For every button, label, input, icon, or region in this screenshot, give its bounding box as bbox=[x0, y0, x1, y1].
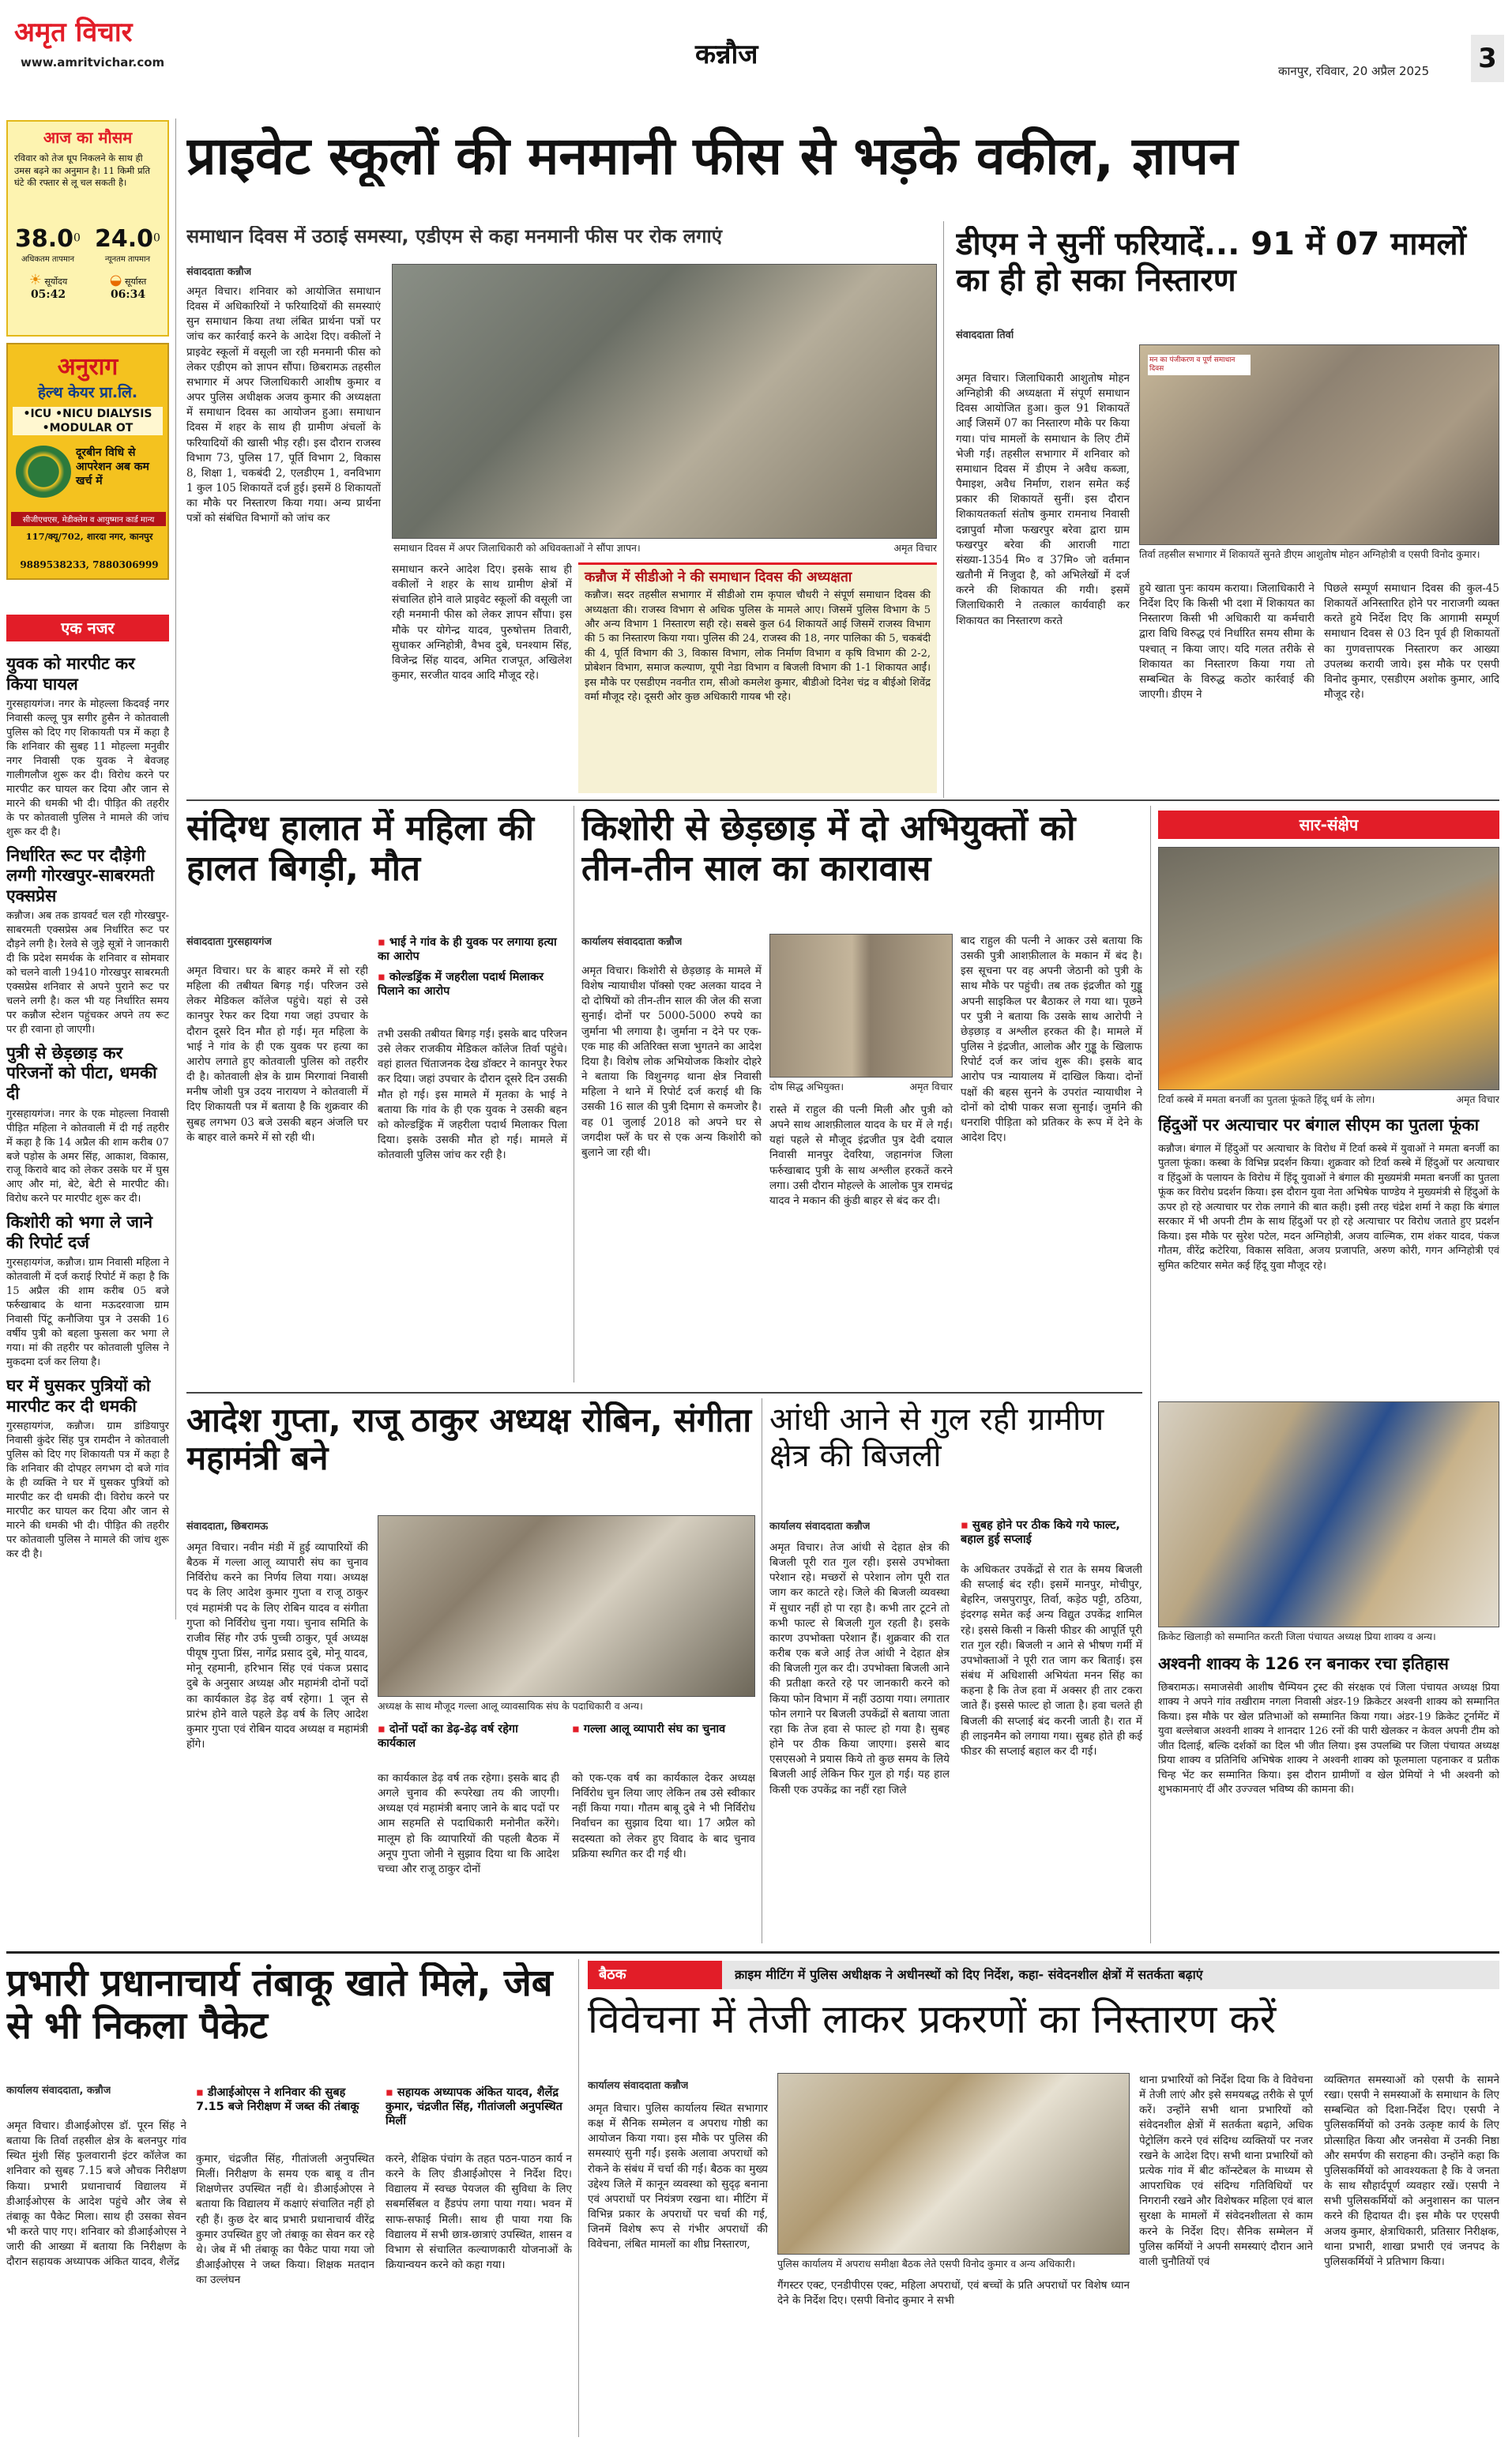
row-rule-3 bbox=[6, 1951, 1499, 1954]
tambaku-col-3: करने, शैक्षिक पंचांग के तहत पठन-पाठन कार्य न करने के लिए डीआईओएस ने निर्देश दिए। विद्यालय में स्वच्छ पेयजल की सुविधा के लिए सबमर्सिबल व हैंडपंप लगा पाया गया। भवन में साफ-सफाई मिली। साथ ही पाया गया कि विद्यालय में सभी छात्र-छात्राएं उपस्थित, शासन व विभाग से संचालित कल्याणकारी योजनाओं के क्रियान्वयन करने को कहा गया। bbox=[386, 2153, 572, 2272]
aandhi-col-1: अमृत विचार। तेज आंधी से देहात क्षेत्र की बिजली पूरी रात गुल रही। इससे उपभोक्ता परेशान रहे। मच्छरों से परेशान लोग पूरी रात जाग कर काटते रहे। जिले की बिजली व्यवस्था में सुधार नहीं हो पा रहा है। कभी तार टूटने तो कभी फाल्ट से बिजली गुल रहती है। इसके कारण उपभोक्ता परेशान हैं। शुक्रवार की रात करीब एक बजे आई तेज आंधी ने देहात क्षेत्र की बिजली गुल कर दी। उपभोक्ता बिजली आने की प्रतीक्षा करते रहे पर जानकारी करने को किया फोन विभाग में नहीं उठाया गया। लगातार फोन लगाने पर बिजली उपकेंद्रों से बताया जाता रहा कि तेज हवा से फाल्ट हो गया है। सुबह होने पर ठीक किया जाएगा। इससे बाद एसएसओ ने प्रयास किये तो कुछ समय के लिये बिजली आई लेकिन फिर गुल हो गई। यह हाल किसी एक उपकेंद्र का नहीं रहा जिले bbox=[769, 1541, 950, 1796]
dm-col-2: हुये खाता पुनः कायम कराया। जिलाधिकारी ने निर्देश दिए कि किसी भी दशा में शिकायत का निस्तारण किसी भी अधिकारी या कर्मचारी द्वारा विधि विरुद्ध एवं निर्धारित समय सीमा के पश्चात् न किया जाए। यदि गलत तरीके से शिकायत का निस्तारण किया गया तो सम्बन्धित के विरुद्ध कठोर कार्रवाई की जाएगी। डीएम ने bbox=[1139, 582, 1315, 702]
sunset: ◒ सूर्यास्त 06:34 bbox=[109, 272, 147, 301]
cdo-box-title: कन्नौज में सीडीओ ने की समाधान दिवस की अध्यक्षता bbox=[585, 570, 852, 585]
aadesh-bullet-1: ▪ दोनों पदों का डेढ़-डेढ़ वर्ष रहेगा कार्यकाल bbox=[378, 1722, 559, 1751]
mahila-headline: संदिग्ध हालात में महिला की हालत बिगड़ी, मौत bbox=[186, 809, 535, 889]
ad-sub: हेल्थ केयर प्रा.लि. bbox=[37, 384, 138, 401]
tambaku-divider bbox=[578, 1959, 579, 2437]
vivechana-col-1: अमृत विचार। पुलिस कार्यालय स्थित सभागार कक्ष में सैनिक सम्मेलन व अपराध गोष्ठी का आयोजन किया गया। इस मौके पर पुलिस की समस्याएं सुनी गईं। इसके अलावा अपराधों को रोकने के संबंध में चर्चा की गई। बैठक का मुख्य उद्देश्य जिले में कानून व्यवस्था को सुदृढ़ बनाना एवं अपराधों पर नियंत्रण रखना था। मीटिंग में विभिन्न प्रकार के अपराधों पर चर्चा की गई, जिनमें विशेष रूप से गंभीर अपराधों की विवेचना, लंबित मामलों का शीघ्र निस्तारण, bbox=[588, 2102, 768, 2251]
saar-photo-1-credit: अमृत विचार bbox=[1456, 1093, 1499, 1105]
sunset-icon: ◒ bbox=[109, 272, 122, 288]
saar-label: सार-संक्षेप bbox=[1158, 811, 1499, 839]
ad-address: 117/क्यू/702, शारदा नगर, कानपुर bbox=[25, 531, 153, 542]
tambaku-bullet-2: ▪ सहायक अध्यापक अंकित यादव, शैलेंद्र कुमार, चंद्रजीत सिंह, गीतांजली अनुपस्थित मिलीं bbox=[386, 2086, 572, 2128]
dm-photo-caption: तिर्वा तहसील सभागार में शिकायतें सुनते डीएम आशुतोष मोहन अग्निहोत्री व एसपी विनोद कुमार। bbox=[1139, 548, 1480, 560]
ad-cards: सीजीएचएस, मेडीक्लेम व आयुष्मान कार्ड मान्य bbox=[11, 512, 166, 526]
lead-byline: संवाददाता कन्नौज bbox=[186, 266, 252, 278]
dm-col-1: अमृत विचार। जिलाधिकारी आशुतोष मोहन अग्निहोत्री की अध्यक्षता में संपूर्ण समाधान दिवस आयोजित हुआ। कुल 91 शिकायतें आईं जिसमें 07 का निस्तारण मौके पर किया गया। पांच मामलों के समाधान के लिए टीमें भेजी गईं। तहसील सभागार में शनिवार को समाधान दिवस में डीएम ने अवैध कब्जा, पैमाइश, अवैध निर्माण, राशन समेत कई प्रकार की शिकायतें सुनीं। इस दौरान शिकायतकर्ता संतोष कुमार रामनाथ निवासी दन्नापुर्वा मौजा फखरपुर बरेवा द्वारा ग्राम फखरपुर बरेवा की आराजी गाटा संख्या-1354 मि० व 37मि० जो वर्तमान खतौनी में निजुदा है, को अभिलेखों में दर्ज करने की शिकायत की गयी। इसमें जिलाधिकारी ने तत्काल कार्यवाही कर शिकायत का निस्तारण करते bbox=[956, 372, 1130, 627]
temp-row bbox=[8, 225, 167, 264]
kishori-col-1: अमृत विचार। किशोरी से छेड़छाड़ के मामले में विशेष न्यायाधीश पॉक्सो एक्ट अलका यादव ने दो दोषियों को तीन-तीन साल की जेल की सजा सुनाई। दोनों पर 5000-5000 रुपये का जुर्माना भी लगाया है। जुर्माना न देने पर एक-एक माह की अतिरिक्त सजा भुगतने का आदेश दिया है। विशेष लोक अभियोजक किशोर दोहरे ने बताया कि विशुनगढ़ थाना क्षेत्र निवासी महिला ने थाने में रिपोर्ट दर्ज कराई थी कि उसकी 16 साल की पुत्री दिमाग से कमजोर है। वह 01 जुलाई 2018 को अपने घर से जगदीश फ्लॅ के घर से एक अन्य किशोरी को बुलाने जा रही थी। bbox=[581, 965, 762, 1159]
lead-photo-caption: समाधान दिवस में अपर जिलाधिकारी को अधिवक्ताओं ने सौंपा ज्ञापन। bbox=[393, 542, 641, 554]
tambaku-bullet-1: ▪ डीआईओएस ने शनिवार की सुबह 7.15 बजे निरीक्षण में जब्त की तंबाकू bbox=[196, 2086, 374, 2114]
dateline: कानपुर, रविवार, 20 अप्रैल 2025 bbox=[1278, 64, 1430, 78]
aadesh-col-3: को एक-एक वर्ष का कार्यकाल देकर अध्यक्ष निर्विरोध चुन लिया जाए लेकिन तब उसे स्वीकार नहीं किया गया। गौतम बाबू दुबे ने भी निर्विरोध निर्वाचन का सुझाव दिया था। 17 अप्रैल को सदस्यता को लेकर हुए विवाद के बाद चुनाव प्रक्रिया स्थगित कर दी गई थी। bbox=[572, 1772, 755, 1860]
cdo-box bbox=[578, 562, 937, 793]
sunrise: ☀ सूर्योदय 05:42 bbox=[28, 272, 68, 301]
saar-photo-2 bbox=[1158, 1401, 1499, 1627]
saar-text-2: छिबरामऊ। समाजसेवी आशीष चैम्पियन ट्रस्ट की संरक्षक एवं जिला पंचायत अध्यक्ष प्रिया शाक्य ने अपने गांव तखीराम नगला निवासी अंडर-19 क्रिकेटर अश्वनी शाक्य को सम्मानित किया। इस मौके पर खेल प्रतिभाओं को सम्मानित किया गया। अंडर-19 क्रिकेट टूर्नामेंट में युवा बल्लेबाज अश्वनी शाक्य ने शानदार 126 रनों की पारी खेलकर न केवल अपनी टीम को जीत दिलाई, बल्कि दर्शकों का दिल भी जीत लिया। इस उपलब्धि पर जिला पंचायत अध्यक्ष प्रिया शाक्य व प्रतिनिधि अभिषेक शाक्य ने अश्वनी शाक्य को फूलमाला पहनाकर व प्रतीक चिन्ह भेंट कर सम्मानित किया। इस दौरान ग्रामीणों व खेल प्रेमियों ने भी अश्वनी को शुभकामनाएं दीं और उज्ज्वल भविष्य की कामना की। bbox=[1158, 1682, 1499, 1796]
vivechana-photo bbox=[777, 2073, 1130, 2255]
kishori-byline: कार्यालय संवाददाता कन्नौज bbox=[581, 936, 683, 948]
aadesh-photo-caption: अध्यक्ष के साथ मौजूद गल्ला आलू व्यावसायिक संघ के पदाधिकारी व अन्य। bbox=[378, 1700, 643, 1712]
page-number: 3 bbox=[1471, 35, 1504, 82]
kishori-photo-caption: दोष सिद्ध अभियुक्त। bbox=[769, 1081, 844, 1093]
aandhi-bullet: ▪ सुबह होने पर ठीक किये गये फाल्ट, बहाल हुई सप्लाई bbox=[961, 1518, 1142, 1547]
min-temp: 24.0$^0$ न्यूनतम तापमान bbox=[95, 225, 160, 264]
kishori-headline: किशोरी से छेड़छाड़ में दो अभियुक्तों को तीन-तीन साल का कारावास bbox=[581, 809, 1076, 889]
ad-phone: 9889538233, 7880306999 bbox=[20, 559, 159, 570]
vivechana-tag: बैठक bbox=[588, 1961, 722, 1989]
aadesh-bullet-2: ▪ गल्ला आलू व्यापारी संघ का चुनाव bbox=[572, 1722, 754, 1736]
hospital-ad[interactable] bbox=[6, 343, 169, 580]
cdo-box-text: कन्नौज। सदर तहसील सभागार में सीडीओ राम कृपाल चौधरी ने संपूर्ण समाधान दिवस की अध्यक्षता की। राजस्व विभाग से अधिक पुलिस के मामले आए। जिसमें पुलिस विभाग के 5 और अन्य विभाग 1 निस्तारण सही रहे। सबसे कुल 64 शिकायतें आई जिसमें राजस्व विभाग की 5 का निस्तारण किया गया। पुलिस की 24, राजस्व की 18, नगर पालिका की 5, चकबंदी की 4, पूर्ति विभाग की 3, विकास विभाग, लोक निर्माण विभाग व कृषि विभाग की 2-2, प्रोबेशन विभाग, समाज कल्याण, यूपी नेडा विभाग व बिजली विभाग की 1-1 शिकायत आईं। इस मौके पर एसडीएम नवनीत राम, सीओ कमलेश कुमार, बीडीओ दिनेश चंद्र व बीईओ शिवेंद्र वर्मा मौजूद रहे। दूसरी ओर कुछ अधिकारी गायब भी रहे। bbox=[585, 589, 931, 704]
weather-text: रविवार को तेज धूप निकलने के साथ ही उमस बढ़ने का अनुमान है। 11 किमी प्रति घंटे की रफ्तार से लू चल सकती है। bbox=[14, 152, 151, 189]
lead-col-2: समाधान करने आदेश दिए। इसके साथ ही वकीलों ने शहर के साथ ग्रामीण क्षेत्रों में संचालित होने वाले प्राइवेट स्कूलों की वसूली जा रही मनमानी फीस को लेकर ज्ञापन सौंपा। इस मौके पर योगेन्द्र यादव, पुरुषोत्तम तिवारी, सुधाकर अग्निहोत्री, वैभव दुबे, घनश्याम सिंह, विजेन्द्र सिंह यादव, अमित राजपूत, अखिलेश कुमार, सरजीत यादव आदि मौजूद रहे। bbox=[392, 563, 572, 683]
masthead bbox=[0, 0, 1512, 87]
lead-photo-credit: अमृत विचार bbox=[893, 542, 937, 554]
mahila-byline: संवाददाता गुरसहायगंज bbox=[186, 936, 273, 948]
aadesh-col-1: अमृत विचार। नवीन मंडी में हुई व्यापारियों की बैठक में गल्ला आलू व्यापारी संघ का चुनाव निर्विरोध करने का निर्णय लिया गया। अध्यक्ष पद के लिए आदेश कुमार गुप्ता व राजू ठाकुर एवं महामंत्री पद के लिए रोबिन यादव व संगीता गुप्ता को निर्विरोध चुना गया। चुनाव समिति के राजीव सिंह गौर उर्फ पुच्ची ठाकुर, पूर्व अध्यक्ष पीयूष गुप्ता प्रिंस, नागेंद्र प्रसाद दुबे, मोनू यादव, मोनू रहमानी, हरिभान सिंह एवं पंकज प्रसाद दुबे के अनुसार अध्यक्ष और महामंत्री दोनों पदों का कार्यकाल डेढ़ डेढ़ वर्ष रहेगा। 1 जून से प्रारंभ होने वाले पहले डेढ़ वर्ष के लिए आदेश कुमार गुप्ता एवं रोबिन यादव अध्यक्ष व महामंत्री होंगे। bbox=[186, 1541, 368, 1751]
kishori-photo bbox=[769, 934, 953, 1078]
mahila-bullets bbox=[378, 935, 567, 1022]
aadesh-byline: संवाददाता, छिबरामऊ bbox=[186, 1521, 269, 1533]
saar-photo-1-caption: टिर्वा कस्बे में ममता बनर्जी का पुतला फूंकते हिंदू धर्म के लोग। bbox=[1158, 1093, 1375, 1105]
saar-headline-1: हिंदुओं पर अत्याचार पर बंगाल सीएम का पुतला फूंका bbox=[1158, 1115, 1480, 1134]
brief-item: पुत्री से छेड़छाड़ कर परिजनों को पीटा, धमकी दी गुरसहायगंज। नगर के एक मोहल्ला निवासी पीड़ित महिला ने कोतवाली में दी गई तहरीर में कहा है कि 14 अप्रैल की शाम करीब 07 बजे पड़ोस के अमर सिंह, आकाश, विकास, राजू किरावे बाद को लेकर उसके घर में घुस आए और मां, बेटे, बेटी से मारपीट की। विरोध करने पर मारपीट शुरू कर दी। bbox=[6, 1043, 169, 1206]
vivechana-headline: विवेचना में तेजी लाकर प्रकरणों का निस्तारण करें bbox=[588, 1997, 1277, 2042]
brief-item: निर्धारित रूट पर दौड़ेगी लग्गी गोरखपुर-साबरमती एक्सप्रेस कन्नौज। अब तक डायवर्ट चल रही गोरखपुर-साबरमती एक्सप्रेस अब निर्धारित रूट पर दौड़ने लगी है। रेलवे से जुड़े सूत्रों ने जानकारी दी कि प्रदेश समर्थक के शनिवार व सोमवार को चलने वाली 19410 गोरखपुर साबरमती एक्सप्रेस शनिवार से अपने पुराने रूट पर चलने लगी है। कल भी यह निर्धारित समय पर कन्नौज स्टेशन पहुंचकर अपने तय रूट पर ही रवाना हो जाएगी। bbox=[6, 845, 169, 1036]
tambaku-byline: कार्यालय संवाददाता, कन्नौज bbox=[6, 2085, 111, 2097]
lead-divider bbox=[943, 221, 944, 798]
row-rule-1 bbox=[186, 799, 1499, 801]
vivechana-col-3: व्यक्तिगत समस्याओं को एसपी के सामने रखा। एसपी ने समस्याओं के समाधान के लिए सम्बन्धित को दिशा-निर्देश दिए। एसपी ने पुलिसकर्मियों को उनके उत्कृष्ट कार्य के लिए प्रोत्साहित किया और जनसेवा में उनकी निष्ठा और समर्पण की सराहना की। उन्होंने कहा कि पुलिसकर्मियों को आवश्यकता है कि वे जनता के साथ सौहार्दपूर्ण व्यवहार रखें। एसपी ने सभी पुलिसकर्मियों को अनुशासन का पालन करने की हिदायत दी। इस मौके पर एएसपी अजय कुमार, क्षेत्राधिकारी, प्रतिसार निरीक्षक, थाना प्रभारी, शाखा प्रभारी एवं जनपद के पुलिसकर्मियों ने प्रतिभाग किया। bbox=[1324, 2074, 1499, 2268]
kishori-col-2: रास्ते में राहुल की पत्नी मिली और पुत्री को अपने साथ आशफ़ीलाल यादव के घर में ले गई। यहां पहले से मौजूद इंद्रजीत पुत्र देवी दयाल निवासी मानपुर देवरिया, जहानगंज जिला फर्रुखाबाद पुत्री के साथ अश्लील हरकतें करने लगा। उसी दौरान मोहल्ले के आलोक पुत्र रामचंद्र यादव ने मकान की कुंडी बाहर से बंद कर दी। bbox=[769, 1104, 953, 1207]
lead-photo bbox=[392, 264, 937, 539]
saar-photo-2-caption: क्रिकेट खिलाड़ी को सम्मानित करती जिला पंचायत अध्यक्ष प्रिया शाक्य व अन्य। bbox=[1158, 1631, 1436, 1642]
tambaku-col-1: अमृत विचार। डीआईओएस डॉ. पूरन सिंह ने बताया कि तिर्वा तहसील क्षेत्र के बलनपुर गांव स्थित मुंशी सिंह फुलवारानी इंटर कॉलेज का शनिवार को सुबह 7.15 बजे औचक निरीक्षण किया। प्रभारी प्रधानाचार्य विद्यालय में डीआईओएस के आदेश पहुंचे और जेब से तंबाकू का पैकेट मिला। साथ ही उसका सेवन भी करते पाए गए। शनिवार को डीआईओएस ने जारी की आख्या में बताया कि निरीक्षण के दौरान सहायक अध्यापक अंकित यादव, शैलेंद्र bbox=[6, 2120, 186, 2269]
kishori-photo-credit: अमृत विचार bbox=[909, 1081, 953, 1093]
aadesh-bullets bbox=[378, 1722, 755, 1766]
ek-nazar-list bbox=[6, 648, 169, 1619]
aandhi-headline: आंधी आने से गुल रही ग्रामीण क्षेत्र की बिजली bbox=[769, 1401, 1104, 1474]
saar-headline-2: अश्वनी शाक्य के 126 रन बनाकर रचा इतिहास bbox=[1158, 1654, 1449, 1673]
ad-extra: दूरबीन विधि से आपरेशन अब कम खर्च में bbox=[76, 446, 149, 488]
sun-row bbox=[8, 272, 167, 301]
saar-photo-1 bbox=[1158, 847, 1499, 1090]
aadesh-headline: आदेश गुप्ता, राजू ठाकुर अध्यक्ष रोबिन, संगीता महामंत्री बने bbox=[186, 1401, 752, 1478]
dm-banner: मन का पंजीकरण व पूर्ण समाधान दिवस bbox=[1148, 355, 1251, 375]
mahila-col-1: अमृत विचार। घर के बाहर कमरे में सो रही महिला की तबीयत बिगड़ गई। परिजन उसे लेकर मेडिकल कॉलेज पहुंचे। यहां से उसे कानपुर रेफर कर दिया गया जहां उपचार के दौरान दूसरे दिन मौत हो गई। मृत महिला के भाई ने गांव के ही एक युवक पर हत्या का आरोप लगाते हुए कोतवाली पुलिस को तहरीर दी है। कोतवाली क्षेत्र के ग्राम मिरगावां निवासी मनीष जोशी पुत्र उदय नारायण ने कोतवाली में दिए शिकायती पत्र में बताया है कि शुक्रवार की सुबह लगभग 03 बजे उसकी बहन अंजलि घर के बाहर वाले कमरे में सो रही थी। bbox=[186, 965, 368, 1144]
max-temp: 38.0$^0$ अधिकतम तापमान bbox=[15, 225, 81, 264]
brief-item: किशोरी को भगा ले जाने की रिपोर्ट दर्ज गुरसहायगंज, कन्नौज। ग्राम निवासी महिला ने कोतवाली में दर्ज कराई रिपोर्ट में कहा है कि 15 अप्रैल की शाम करीब 05 बजे फर्रुखाबाद के थाना मऊदरवाजा ग्राम निवासी पिंटू कनौजिया पुत्र ने उसकी 16 वर्षीय पुत्री को बहला फुसला कर भगा ले गया। मां की तहरीर पर कोतवाली पुलिस ने मुकदमा दर्ज कर लिया है। bbox=[6, 1213, 169, 1369]
mahila-bullet-1: ▪ भाई ने गांव के ही युवक पर लगाया हत्या का आरोप bbox=[378, 935, 567, 964]
lead-col-1: अमृत विचार। शनिवार को आयोजित समाधान दिवस में अधिकारियों ने फरियादियों की समस्याएं सुन समाधान किया तथा लंबित प्रार्थना पत्रों पर जांच कर कार्रवाई करने के आदेश दिए। वकीलों ने प्राइवेट स्कूलों में वसूली जा रही मनमानी फीस को लेकर एडीएम को ज्ञापन सौंपा। छिबरामऊ तहसील सभागार में अपर जिलाधिकारी आशीष कुमार व अपर पुलिस अधीक्षक अजय कुमार की अध्यक्षता में समाधान दिवस का आयोजन हुआ। समाधान दिवस में शहर के साथ ही ग्रामीण अंचलों के फरियादियों की खासी भीड़ रही। इस दौरान राजस्व विभाग 73, पुलिस 17, पूर्ति विभाग 2, विकास 8, शिक्षा 1, चकबंदी 2, एलडीएम 1, वनविभाग 1 कुल 105 शिकायतें दर्ज हुई। इसमें 8 शिकायतों का मौके पर निस्तारण किया गया। अन्य प्रार्थना पत्रों को संबंधित विभागों को जांच कर bbox=[186, 285, 381, 525]
vivechana-kicker-bar bbox=[588, 1961, 1499, 1989]
ek-nazar-label: एक नजर bbox=[6, 615, 169, 641]
mahila-col-2: तभी उसकी तबीयत बिगड़ गई। इसके बाद परिजन उसे लेकर राजकीय मेडिकल कॉलेज तिर्वा पहुंचे। वहां हालत चिंताजनक देख डॉक्टर ने कानपुर रेफर कर दिया। जहां उपचार के दौरान दूसरे दिन उसकी मौत हो गई। इस मामले में मृतका के भाई ने बताया कि गांव के ही एक युवक ने उसकी बहन को कोल्डड्रिंक में जहरीला पदार्थ मिलाकर पिला दिया। इसके उसकी मौत हो गई। मामले में कोतवाली पुलिस जांच कर रही है। bbox=[378, 1028, 567, 1162]
row-rule-2 bbox=[186, 1392, 1142, 1394]
saar-text-1: कन्नौज। बंगाल में हिंदुओं पर अत्याचार के विरोध में टिर्वा कस्बे में युवाओं ने ममता बनर्जी का पुतला फूंका। कस्बा के विभिन्न प्रदर्शन किया। शुक्रवार को टिर्वा कस्बे में हिंदुओं पर अत्याचार व हिंदुओं के पलायन के विरोध में हिंदू युवाओं ने बंगाल की मुख्यमंत्री ममता बनर्जी का पुतला फूंक कर विरोध प्रदर्शन किया। इस दौरान युवा नेता अभिषेक पाण्डेय ने मुख्यमंत्री से हिंदुओं के ऊपर हो रहे अत्याचार पर रोक लगाने की बात कही। इसी तरह चंद्रेश शर्मा ने कहा कि बंगाल सरकार में भी अपनी टीम के साथ हिंदुओं पर हो रहे अत्याचार पर विरोध जताते हुए प्रदर्शन किया। इस मौके पर सुरेश पटेल, मदन अग्निहोत्री, अजय वाल्मिक, राम शंकर यादव, पंकज गौतम, वीरेंद्र कटेरिया, विकास सविता, अजय प्रजापति, अरुण कोरी, गगन अग्निहोत्री एवं सुमित कटियार समेत कई हिंदू युवा मौजूद रहे। bbox=[1158, 1143, 1499, 1272]
ad-logo bbox=[16, 446, 71, 498]
brief-item: घर में घुसकर पुत्रियों को मारपीट कर दी धमकी गुरसहायगंज, कन्नौज। ग्राम डांडियापुर निवासी कुंदेर सिंह पुत्र रामदीन ने कोतवाली पुलिस को दिए गए शिकायती पत्र में कहा है कि शनिवार की दोपहर लगभग दो बजे गांव के ही व्यक्ति ने घर में घुसकर पुत्रियों को मारपीट कर दी धमकी दी। विरोध करने पर मारपीट कर घायल कर दिया और जान से मारने की धमकी भी दी। पीड़ित की तहरीर पर कोतवाली पुलिस ने मामले की जांच शुरू कर दी है। bbox=[6, 1375, 169, 1560]
aadesh-photo bbox=[378, 1515, 755, 1697]
vivechana-byline: कार्यालय संवाददाता कन्नौज bbox=[588, 2080, 689, 2092]
kishori-divider bbox=[1150, 806, 1151, 1943]
dm-photo bbox=[1139, 344, 1499, 545]
weather-box bbox=[6, 120, 169, 337]
weather-title: आज का मौसम bbox=[43, 128, 133, 147]
brief-item: युवक को मारपीट कर किया घायल गुरसहायगंज। नगर के मोहल्ला किदवई नगर निवासी कल्लू पुत्र सगीर हुसैन ने कोतवाली पुलिस को दिए गए शिकायती पत्र में कहा है कि शनिवार की सुबह 11 मोहल्ला मनुवीर नगर निवासी एक युवक ने बेवजह गालीगलौज शुरू कर दी। विरोध करने पर मारपीट कर घायल कर दिया और जान से मारने की धमकी भी दी। पीड़ित की तहरीर के पर कोतवाली पुलिस ने मामले की जांच शुरू कर दी है। bbox=[6, 654, 169, 838]
dm-byline: संवाददाता तिर्वा bbox=[956, 329, 1014, 341]
dm-headline: डीएम ने सुनीं फरियादें... 91 में 07 मामलों का ही हो सका निस्तारण bbox=[956, 226, 1466, 299]
lead-deck: समाधान दिवस में उठाई समस्या, एडीएम से कहा मनमानी फीस पर रोक लगाएं bbox=[186, 226, 722, 247]
vivechana-kicker: क्राइम मीटिंग में पुलिस अधीक्षक ने अधीनस्थों को दिए निर्देश, कहा- संवेदनशील क्षेत्रों में सतर्कता बढ़ाएं bbox=[735, 1967, 1203, 1982]
mahila-bullet-2: ▪ कोल्डड्रिंक में जहरीला पदार्थ मिलाकर पिलाने का आरोप bbox=[378, 970, 567, 999]
vivechana-col-1b: गैंगस्टर एक्ट, एनडीपीएस एक्ट, महिला अपराधों, एवं बच्चों के प्रति अपराधों पर विशेष ध्यान देने के निर्देश दिए। एसपी विनोद कुमार ने सभी bbox=[777, 2279, 1130, 2308]
vivechana-photo-caption: पुलिस कार्यालय में अपराध समीक्षा बैठक लेते एसपी विनोद कुमार व अन्य अधिकारी। bbox=[777, 2258, 1076, 2270]
sun-icon: ☀ bbox=[28, 272, 42, 288]
section-title: कन्नौज bbox=[695, 39, 758, 70]
aandhi-byline: कार्यालय संवाददाता कन्नौज bbox=[769, 1521, 871, 1533]
aandhi-col-2: के अधिकतर उपकेंद्रों से रात के समय बिजली की सप्लाई बंद रही। इसमें मानपुर, मोचीपुर, बेहरिन, जसपुरापुर, तिर्वा, कड़ेठ पट्टी, ठठिया, इंदरगढ़ समेत कई अन्य विद्युत उपकेंद्र शामिल रहे। इससे किसी न किसी फीडर की आपूर्ति पूरी रात गुल रही। बिजली न आने से भीषण गर्मी में उपभोक्ताओं ने पूरी रात जाग कर बिताई। इस संबंध में अधिशासी अभियंता मनन सिंह का कहना है कि तेज हवा में अक्सर ही तार टकरा जाते हैं। इससे फाल्ट हो जाता है। हवा चलते ही बिजली की सप्लाई बंद करनी जाती है। रात में ही लाइनमैन को लगाया गया। सुबह होते ही कई फीडर की सप्लाई बहाल कर दी गई। bbox=[961, 1563, 1142, 1758]
ad-name: अनुराग bbox=[57, 353, 118, 381]
kishori-col-3: बाद राहुल की पत्नी ने आकर उसे बताया कि उसकी पुत्री आशफ़ीलाल के मकान में बंद है। इस सूचना पर वह अपनी जेठानी को पुत्री के साथ मौके पर पहुंची। तब तक इंद्रजीत को गुड्डू अपनी साइकिल पर बैठाकर ले गया था। पूछने पर पुत्री ने बताया कि उसके साथ आरोपी ने छेड़छाड़ व अश्लील हरकत की है। मामले में पुलिस ने इंद्रजीत, आलोक और गुड्डू के खिलाफ रिपोर्ट दर्ज कर जांच शुरू की। इसके बाद आरोप पत्र न्यायालय में दाखिल किया। दोनों पक्षों की बहस सुनने के उपरांत न्यायाधीश ने दोनों को दोषी पाकर सजा सुनाई। जुर्माने की धनराशि पीड़िता को प्रतिकर के रूप में देने के आदेश दिए। bbox=[961, 935, 1142, 1145]
brand-logo: अमृत विचार bbox=[14, 17, 133, 48]
vivechana-col-2: थाना प्रभारियों को निर्देश दिया कि वे विवेचना में तेजी लाएं और इसे समयबद्ध तरीके से पूर्ण करें। उन्होंने सभी थाना प्रभारियों को संवेदनशील क्षेत्रों में सतर्कता बढ़ाने, अधिक पेट्रोलिंग करने एवं संदिग्ध व्यक्तियों पर नजर रखने के आदेश दिए। सभी थाना प्रभारियों को प्रत्येक गांव में बीट कॉन्स्टेबल के माध्यम से आपराधिक एवं संदिग्ध गतिविधियों पर निगरानी रखने और विशेषकर महिला एवं बाल सुरक्षा के मामलों में संवेदनशीलता से काम करने के निर्देश दिए। सैनिक सम्मेलन में पुलिस कर्मियों ने अपनी समस्याएं दौरान आने वाली चुनौतियों एवं bbox=[1139, 2074, 1313, 2268]
dm-col-3: पिछले सम्पूर्ण समाधान दिवस की कुल-45 शिकायतें अनिस्तारित होने पर नाराजगी व्यक्त करते हुये निर्देश दिए कि आगामी सम्पूर्ण समाधान दिवस से 03 दिन पूर्व ही शिकायतों का गुणवत्तापरक निस्तारण कर आख्या उपलब्ध करायी जाये। इस मौके पर एसपी विनोद कुमार, एसडीएम अशोक कुमार, आदि मौजूद रहे। bbox=[1324, 582, 1499, 702]
tambaku-col-2: कुमार, चंद्रजीत सिंह, गीतांजली अनुपस्थित मिलीं। निरीक्षण के समय एक बाबू व तीन शिक्षणेत्तर उपस्थित नहीं थे। डीआईओएस ने बताया कि विद्यालय में कक्षाएं संचालित नहीं हो रही हैं। कुछ देर बाद प्रभारी प्रधानाचार्य वीरेंद्र कुमार उपस्थित हुए जो तंबाकू का सेवन कर रहे थे। जेब में भी तंबाकू का पैकेट पाया गया जो डीआईओएस ने जब्त किया। शिक्षक मतदान का उल्लंघन bbox=[196, 2153, 374, 2287]
aadesh-col-2: का कार्यकाल डेढ़ वर्ष तक रहेगा। इसके बाद ही अगले चुनाव की रूपरेखा तय की जाएगी। अध्यक्ष एवं महामंत्री बनाए जाने के बाद पदों पर आम सहमति से पदाधिकारी मनोनीत करेंगे। मालूम हो कि व्यापारियों की पहली बैठक में अनूप गुप्ता जोनी ने सुझाव दिया था कि आदेश चच्चा और राजू ठाकुर दोनों bbox=[378, 1772, 559, 1875]
ad-services: •ICU •NICU DIALYSIS •MODULAR OT bbox=[13, 407, 163, 435]
tambaku-headline: प्रभारी प्रधानाचार्य तंबाकू खाते मिले, जेब से भी निकला पैकेट bbox=[6, 1962, 553, 2048]
sidebar-divider bbox=[175, 118, 176, 1619]
lead-headline: प्राइवेट स्कूलों की मनमानी फीस से भड़के वकील, ज्ञापन bbox=[186, 126, 1238, 186]
site-url: www.amritvichar.com bbox=[21, 55, 165, 70]
